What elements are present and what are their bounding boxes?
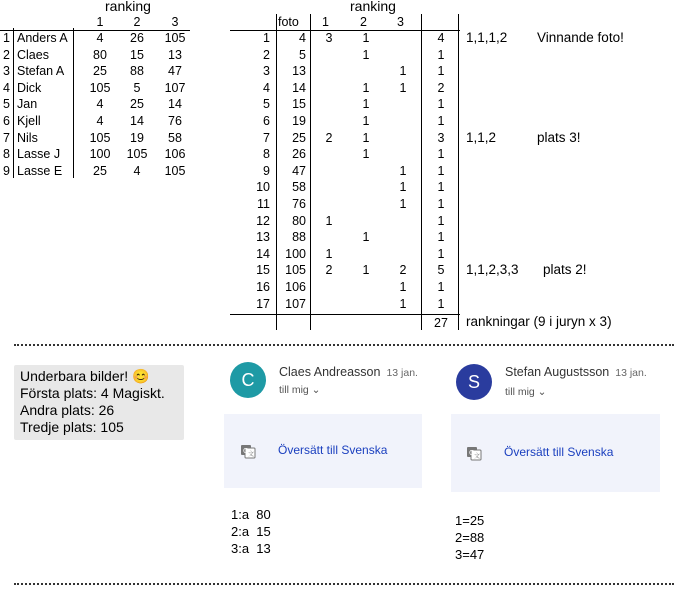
judge-name: Lasse J — [17, 147, 61, 162]
sum-count: 1 — [437, 197, 445, 211]
email-body: 1=25 2=88 3=47 — [455, 513, 485, 562]
sum-count: 3 — [437, 130, 445, 145]
judge-name: Lasse E — [17, 163, 63, 178]
ranking-value: 4 — [96, 97, 104, 112]
photo-number: 106 — [285, 280, 306, 294]
ranking-value: 25 — [93, 163, 107, 178]
column-header: 1 — [322, 15, 329, 29]
row-number: 5 — [3, 97, 10, 112]
dotted-separator-top — [14, 344, 674, 346]
translate-link[interactable]: Översätt till Svenska — [504, 445, 614, 459]
row-number: 8 — [3, 147, 10, 162]
ranking-value: 25 — [130, 97, 144, 112]
sum-count: 1 — [437, 280, 445, 294]
sum-count: 1 — [437, 163, 445, 178]
chat-message — [14, 365, 184, 440]
note-text: plats 3! — [537, 129, 581, 145]
ranking-value: 105 — [164, 163, 186, 178]
note-code: 1,1,1,2 — [466, 30, 508, 45]
note-code: 1,1,2,3,3 — [466, 262, 519, 278]
recipient-toggle[interactable]: till mig ⌄ — [505, 386, 547, 398]
judge-name: Stefan A — [17, 64, 65, 79]
photo-number: 15 — [292, 97, 306, 112]
rank1-count: 2 — [325, 263, 333, 278]
ranking-value: 4 — [96, 31, 104, 45]
row-number: 12 — [256, 213, 270, 228]
ranking-value: 100 — [89, 147, 111, 162]
ranking-value: 105 — [126, 147, 148, 162]
google-translate-icon — [240, 443, 256, 459]
total-note: rankningar (9 i juryn x 3) — [466, 314, 612, 330]
note-text: Vinnande foto! — [537, 30, 624, 45]
ranking-value: 105 — [89, 80, 111, 95]
column-header: 2 — [360, 15, 367, 29]
sender-name: Claes Andreasson — [279, 365, 381, 379]
row-number: 2 — [263, 47, 270, 62]
row-number: 6 — [3, 114, 10, 128]
photo-number: 105 — [285, 263, 306, 278]
photo-number: 26 — [292, 147, 306, 162]
ranking-value: 14 — [130, 114, 144, 128]
svg-text:G: G — [469, 449, 475, 457]
rank2-count: 1 — [362, 130, 370, 145]
table-title: ranking — [350, 0, 396, 14]
rank2-count: 1 — [362, 97, 370, 112]
message-line-1: Underbara bilder! 😊 — [20, 368, 150, 384]
ranking-value: 4 — [96, 114, 104, 128]
sender-line — [505, 365, 647, 379]
rank2-count: 1 — [362, 31, 370, 45]
column-divider — [73, 28, 74, 178]
row-number: 14 — [256, 246, 270, 261]
avatar[interactable] — [230, 362, 266, 398]
rank3-count: 1 — [399, 197, 407, 211]
email-body: 1:a 80 2:a 15 3:a 13 — [231, 507, 271, 556]
sender-name: Stefan Augustsson — [505, 365, 610, 379]
email-date: 13 jan. — [386, 367, 418, 379]
judge-name: Kjell — [17, 114, 41, 128]
sum-count: 1 — [437, 64, 445, 79]
message-line-3: Andra plats: 26 — [20, 402, 115, 418]
google-translate-icon — [466, 445, 482, 461]
sum-count: 1 — [437, 47, 445, 62]
ranking-value: 5 — [133, 80, 141, 95]
avatar-initial: S — [467, 371, 480, 392]
judge-name: Anders A — [17, 31, 68, 45]
row-number: 1 — [3, 31, 10, 45]
ranking-value: 106 — [164, 147, 186, 162]
photo-number: 14 — [292, 80, 306, 95]
row-number: 2 — [3, 47, 10, 62]
photo-number: 80 — [292, 213, 306, 228]
total-count: 27 — [434, 316, 448, 331]
row-number: 3 — [263, 64, 270, 79]
judge-name: Jan — [17, 97, 38, 112]
svg-text:G: G — [243, 447, 249, 455]
sum-count: 1 — [437, 296, 445, 311]
rank3-count: 1 — [399, 180, 407, 195]
email-date: 13 jan. — [615, 367, 647, 379]
sum-count: 1 — [437, 230, 445, 245]
message-line-2: Första plats: 4 Magiskt. — [20, 385, 165, 401]
ranking-value: 58 — [168, 130, 182, 145]
column-divider — [421, 14, 422, 330]
avatar[interactable] — [456, 364, 492, 400]
photo-number: 76 — [292, 197, 306, 211]
ranking-value: 105 — [89, 130, 111, 145]
header-rule — [230, 30, 460, 31]
sum-count: 1 — [437, 97, 445, 112]
photo-number: 5 — [299, 47, 306, 62]
row-number: 7 — [263, 130, 270, 145]
column-divider — [458, 14, 459, 330]
row-number: 13 — [256, 230, 270, 245]
rank2-count: 1 — [362, 114, 370, 128]
recipient-toggle[interactable]: till mig ⌄ — [279, 384, 321, 396]
ranking-value: 80 — [93, 47, 107, 62]
rank2-count: 1 — [362, 147, 370, 162]
row-number: 9 — [3, 163, 10, 178]
ranking-value: 13 — [168, 47, 182, 62]
message-line-4: Tredje plats: 105 — [20, 419, 124, 435]
ranking-value: 107 — [164, 80, 186, 95]
translate-link[interactable]: Översätt till Svenska — [278, 443, 388, 457]
sum-count: 2 — [437, 80, 445, 95]
ranking-value: 88 — [130, 64, 144, 79]
photo-number: 25 — [292, 130, 306, 145]
rank1-count: 3 — [325, 31, 333, 45]
total-rule — [230, 314, 460, 315]
note-code: 1,1,2 — [466, 129, 497, 145]
svg-text:文: 文 — [248, 451, 255, 458]
photo-number: 100 — [285, 246, 306, 261]
row-number: 9 — [263, 163, 270, 178]
sum-count: 1 — [437, 147, 445, 162]
rank3-count: 1 — [399, 80, 407, 95]
row-number: 4 — [3, 80, 10, 95]
judge-name: Nils — [17, 130, 38, 145]
ranking-value: 105 — [164, 31, 186, 45]
rank2-count: 1 — [362, 263, 370, 278]
row-number: 11 — [257, 197, 270, 211]
svg-text:文: 文 — [474, 453, 481, 460]
header-rule — [0, 30, 190, 31]
row-number: 8 — [263, 147, 270, 162]
sum-count: 1 — [437, 180, 445, 195]
sum-count: 5 — [437, 263, 445, 278]
row-number: 5 — [263, 97, 270, 112]
rank1-count: 2 — [325, 130, 333, 145]
row-number: 3 — [3, 64, 10, 79]
rank1-count: 1 — [325, 213, 333, 228]
ranking-value: 26 — [130, 31, 144, 45]
column-divider — [310, 14, 311, 330]
sum-count: 4 — [437, 31, 445, 45]
photo-number: 4 — [299, 31, 306, 45]
sum-count: 1 — [437, 246, 445, 261]
photo-number: 19 — [292, 114, 306, 128]
rank2-count: 1 — [362, 230, 370, 245]
column-header: 3 — [397, 15, 404, 29]
dotted-separator-bottom — [14, 583, 674, 585]
rank1-count: 1 — [325, 246, 333, 261]
rank2-count: 1 — [362, 80, 370, 95]
judge-name: Claes — [17, 47, 49, 62]
rank3-count: 1 — [399, 296, 407, 311]
column-divider — [13, 28, 14, 178]
judge-name: Dick — [17, 80, 42, 95]
ranking-value: 15 — [130, 47, 144, 62]
column-header: 1 — [96, 15, 104, 29]
row-number: 15 — [256, 263, 270, 278]
table-title: ranking — [105, 0, 151, 14]
sum-count: 1 — [437, 114, 445, 128]
row-number: 16 — [256, 280, 270, 294]
avatar-initial: C — [241, 369, 255, 390]
row-number: 1 — [263, 31, 270, 45]
photo-number: 88 — [292, 230, 306, 245]
sender-line — [279, 365, 418, 379]
ranking-value: 14 — [168, 97, 182, 112]
rank3-count: 1 — [399, 163, 407, 178]
row-number: 4 — [263, 80, 270, 95]
sum-count: 1 — [437, 213, 445, 228]
ranking-value: 4 — [133, 163, 141, 178]
row-number: 7 — [3, 130, 10, 145]
rank3-count: 1 — [399, 64, 407, 79]
rank3-count: 2 — [399, 263, 407, 278]
ranking-value: 19 — [130, 130, 144, 145]
photo-number: 47 — [292, 163, 306, 178]
column-header: 2 — [133, 15, 141, 29]
ranking-value: 76 — [168, 114, 182, 128]
row-number: 6 — [263, 114, 270, 128]
foto-header: foto — [278, 15, 299, 29]
rank2-count: 1 — [362, 47, 370, 62]
row-number: 10 — [256, 180, 270, 195]
ranking-value: 47 — [168, 64, 182, 79]
photo-number: 13 — [292, 64, 306, 79]
column-divider — [276, 14, 277, 330]
rank3-count: 1 — [399, 280, 407, 294]
row-number: 17 — [256, 296, 270, 311]
column-header: 3 — [171, 15, 179, 29]
ranking-value: 25 — [93, 64, 107, 79]
note-text: plats 2! — [543, 262, 587, 278]
photo-number: 58 — [292, 180, 306, 195]
photo-number: 107 — [285, 296, 306, 311]
